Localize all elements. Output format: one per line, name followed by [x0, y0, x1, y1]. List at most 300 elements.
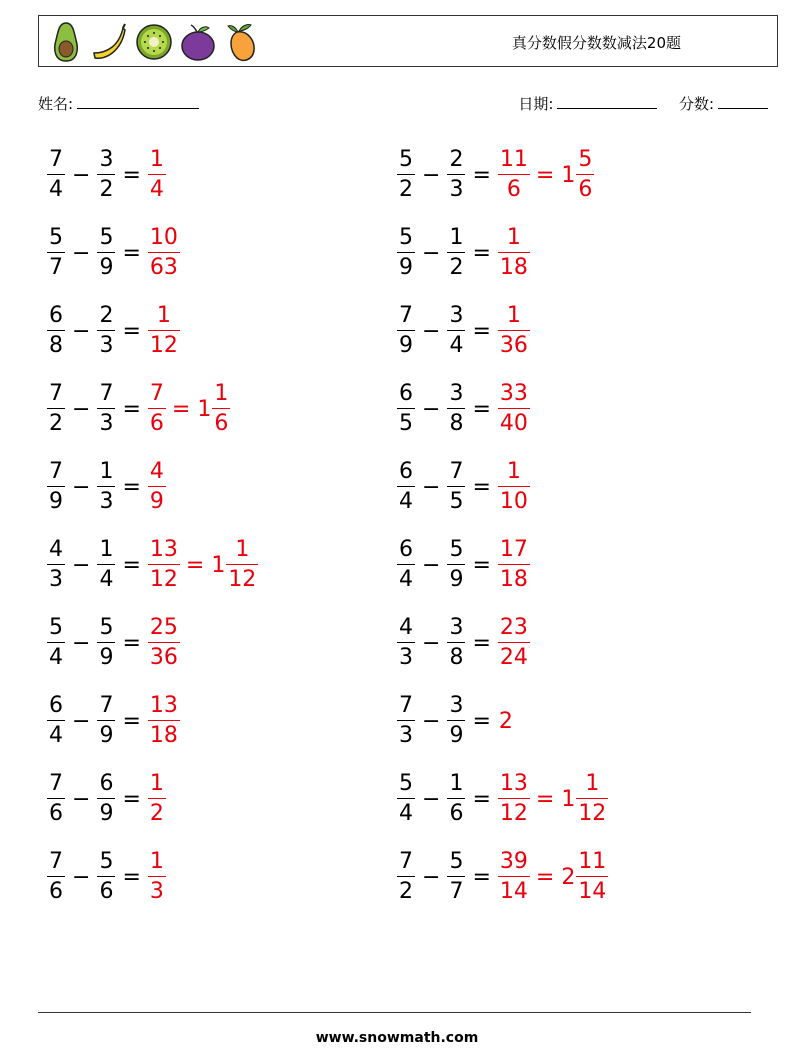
denominator: 12	[149, 567, 178, 592]
answer	[147, 383, 231, 435]
subtrahend-fraction	[97, 383, 115, 435]
denominator: 7	[49, 255, 63, 280]
minus-sign: −	[422, 864, 441, 890]
equals-sign: =	[122, 162, 141, 188]
minus-sign: −	[422, 552, 441, 578]
denominator: 4	[399, 801, 413, 826]
denominator: 9	[99, 801, 114, 826]
answer	[147, 695, 181, 747]
subtrahend-fraction	[97, 149, 115, 201]
answer	[147, 539, 259, 591]
subtrahend-fraction	[97, 695, 115, 747]
numerator: 11	[499, 147, 528, 172]
equals-sign: =	[122, 240, 141, 266]
answer-fraction	[498, 383, 530, 435]
numerator: 6	[49, 693, 63, 718]
numerator: 5	[99, 225, 114, 250]
answer	[497, 709, 513, 734]
denominator: 6	[578, 177, 593, 202]
denominator: 2	[149, 801, 164, 826]
numerator: 7	[99, 693, 114, 718]
equals-sign: =	[472, 630, 491, 656]
minus-sign: −	[72, 708, 91, 734]
name-blank[interactable]	[77, 94, 199, 109]
minus-sign: −	[422, 162, 441, 188]
denominator: 3	[449, 177, 464, 202]
answer	[147, 461, 167, 513]
equals-sign: =	[535, 864, 555, 890]
problem-item	[396, 612, 531, 674]
problem-item	[396, 534, 531, 596]
minuend-fraction	[397, 305, 415, 357]
minuend-fraction	[47, 383, 65, 435]
minuend-fraction	[397, 149, 415, 201]
problem-item	[46, 846, 167, 908]
score-blank[interactable]	[718, 94, 768, 109]
answer-fraction	[498, 851, 530, 903]
name-field	[38, 93, 199, 114]
problem-item	[46, 534, 259, 596]
answer-fraction	[498, 149, 530, 201]
numerator: 1	[156, 303, 171, 328]
equals-sign: =	[122, 786, 141, 812]
numerator: 7	[449, 459, 464, 484]
answer	[147, 851, 167, 903]
minuend-fraction	[397, 851, 415, 903]
answer-fraction	[148, 695, 180, 747]
numerator: 1	[449, 771, 464, 796]
mixed-fraction	[226, 539, 258, 591]
minus-sign: −	[72, 630, 91, 656]
numerator: 7	[49, 381, 63, 406]
minus-sign: −	[72, 396, 91, 422]
equals-sign: =	[472, 318, 491, 344]
denominator: 6	[506, 177, 521, 202]
denominator: 8	[449, 411, 464, 436]
numerator: 5	[49, 615, 63, 640]
equals-sign: =	[472, 786, 491, 812]
denominator: 18	[499, 255, 528, 280]
minuend-fraction	[47, 227, 65, 279]
denominator: 9	[99, 645, 114, 670]
subtrahend-fraction	[97, 305, 115, 357]
answer	[497, 617, 531, 669]
numerator: 1	[506, 225, 521, 250]
numerator: 1	[235, 537, 250, 562]
numerator: 13	[149, 693, 178, 718]
equals-sign: =	[535, 162, 555, 188]
mixed-whole: 1	[561, 162, 576, 188]
answer	[497, 539, 531, 591]
numerator: 6	[399, 381, 413, 406]
denominator: 12	[149, 333, 178, 358]
problem-item	[396, 690, 513, 752]
denominator: 3	[49, 567, 63, 592]
denominator: 12	[499, 801, 528, 826]
numerator: 5	[449, 537, 464, 562]
numerator: 7	[49, 459, 63, 484]
problem-item	[46, 300, 181, 362]
minus-sign: −	[72, 240, 91, 266]
denominator: 9	[99, 723, 114, 748]
denominator: 2	[399, 879, 413, 904]
denominator: 63	[149, 255, 178, 280]
header-box	[38, 15, 778, 67]
numerator: 5	[399, 771, 413, 796]
equals-sign: =	[122, 552, 141, 578]
numerator: 1	[99, 537, 114, 562]
answer-fraction	[498, 227, 530, 279]
answer	[497, 461, 531, 513]
denominator: 14	[499, 879, 528, 904]
minus-sign: −	[422, 786, 441, 812]
equals-sign: =	[535, 786, 555, 812]
numerator: 11	[578, 849, 607, 874]
subtrahend-fraction	[447, 461, 465, 513]
footer-divider	[38, 1012, 751, 1013]
denominator: 3	[99, 489, 114, 514]
mixed-whole: 1	[561, 786, 576, 812]
numerator: 23	[499, 615, 528, 640]
numerator: 1	[149, 771, 164, 796]
numerator: 4	[49, 537, 63, 562]
numerator: 17	[499, 537, 528, 562]
denominator: 6	[449, 801, 464, 826]
answer	[497, 305, 531, 357]
denominator: 9	[449, 567, 464, 592]
equals-sign: =	[122, 708, 141, 734]
numerator: 2	[99, 303, 114, 328]
minuend-fraction	[47, 617, 65, 669]
answer	[147, 617, 181, 669]
answer	[147, 305, 181, 357]
minuend-fraction	[397, 695, 415, 747]
denominator: 40	[499, 411, 528, 436]
answer-fraction	[148, 227, 180, 279]
numerator: 5	[449, 849, 464, 874]
subtrahend-fraction	[97, 461, 115, 513]
numerator: 3	[449, 303, 464, 328]
equals-sign: =	[472, 708, 491, 734]
problem-item	[46, 144, 167, 206]
numerator: 4	[149, 459, 164, 484]
minuend-fraction	[47, 851, 65, 903]
problem-item	[46, 456, 167, 518]
minuend-fraction	[397, 539, 415, 591]
minus-sign: −	[422, 630, 441, 656]
answer	[147, 773, 167, 825]
plum-icon	[179, 20, 217, 64]
answer-fraction	[148, 851, 166, 903]
minus-sign: −	[72, 162, 91, 188]
numerator: 1	[99, 459, 114, 484]
denominator: 36	[499, 333, 528, 358]
denominator: 12	[228, 567, 257, 592]
numerator: 6	[99, 771, 114, 796]
problem-item	[396, 144, 595, 206]
subtrahend-fraction	[447, 227, 465, 279]
fruit-strip	[47, 20, 261, 64]
minuend-fraction	[47, 461, 65, 513]
equals-sign: =	[472, 240, 491, 266]
denominator: 24	[499, 645, 528, 670]
minus-sign: −	[72, 552, 91, 578]
worksheet-title: 真分数假分数数减法20题	[511, 34, 681, 52]
date-blank[interactable]	[557, 94, 657, 109]
numerator: 6	[49, 303, 63, 328]
mixed-fraction	[576, 149, 594, 201]
denominator: 4	[399, 489, 413, 514]
mixed-fraction	[576, 851, 608, 903]
problem-item	[46, 768, 167, 830]
equals-sign: =	[122, 474, 141, 500]
answer-fraction	[148, 539, 180, 591]
equals-sign: =	[472, 864, 491, 890]
banana-icon	[91, 20, 129, 64]
minuend-fraction	[397, 461, 415, 513]
denominator: 18	[149, 723, 178, 748]
answer-fraction	[498, 773, 530, 825]
problem-item	[396, 846, 609, 908]
equals-sign: =	[472, 474, 491, 500]
numerator: 7	[49, 771, 63, 796]
footer-url: www.snowmath.com	[315, 1030, 479, 1046]
denominator: 6	[49, 879, 63, 904]
numerator: 7	[99, 381, 114, 406]
problem-item	[46, 378, 231, 440]
denominator: 6	[214, 411, 229, 436]
equals-sign: =	[122, 318, 141, 344]
subtrahend-fraction	[97, 227, 115, 279]
problem-item	[46, 690, 181, 752]
numerator: 7	[399, 303, 413, 328]
numerator: 39	[499, 849, 528, 874]
problem-item	[396, 378, 531, 440]
numerator: 3	[449, 615, 464, 640]
numerator: 1	[149, 147, 164, 172]
answer	[497, 773, 609, 825]
numerator: 5	[399, 147, 413, 172]
equals-sign: =	[171, 396, 191, 422]
denominator: 8	[49, 333, 63, 358]
mixed-whole: 2	[561, 864, 576, 890]
denominator: 4	[99, 567, 114, 592]
answer	[147, 149, 167, 201]
denominator: 4	[49, 723, 63, 748]
subtrahend-fraction	[447, 383, 465, 435]
score-label: 分数:	[678, 95, 714, 113]
answer-fraction	[148, 461, 166, 513]
mixed-whole: 1	[197, 396, 212, 422]
minus-sign: −	[422, 708, 441, 734]
kiwi-icon	[135, 20, 173, 64]
minus-sign: −	[72, 318, 91, 344]
numerator: 1	[585, 771, 600, 796]
denominator: 5	[399, 411, 413, 436]
minuend-fraction	[47, 773, 65, 825]
problem-item	[396, 456, 531, 518]
numerator: 13	[149, 537, 178, 562]
problem-item	[396, 222, 531, 284]
problem-item	[46, 222, 181, 284]
numerator: 1	[149, 849, 164, 874]
denominator: 6	[99, 879, 114, 904]
numerator: 1	[506, 303, 521, 328]
minus-sign: −	[72, 864, 91, 890]
numerator: 3	[449, 381, 464, 406]
numerator: 5	[399, 225, 413, 250]
subtrahend-fraction	[447, 695, 465, 747]
numerator: 1	[449, 225, 464, 250]
subtrahend-fraction	[447, 305, 465, 357]
denominator: 6	[149, 411, 164, 436]
minuend-fraction	[47, 695, 65, 747]
denominator: 3	[399, 645, 413, 670]
numerator: 7	[49, 147, 63, 172]
avocado-icon	[47, 20, 85, 64]
minuend-fraction	[397, 383, 415, 435]
numerator: 3	[449, 693, 464, 718]
problem-item	[46, 612, 181, 674]
numerator: 4	[399, 615, 413, 640]
name-label: 姓名:	[38, 95, 74, 113]
denominator: 12	[578, 801, 607, 826]
answer	[497, 149, 595, 201]
subtrahend-fraction	[447, 149, 465, 201]
denominator: 9	[99, 255, 114, 280]
equals-sign: =	[472, 552, 491, 578]
denominator: 3	[99, 333, 114, 358]
denominator: 9	[399, 255, 413, 280]
answer-fraction	[148, 305, 180, 357]
subtrahend-fraction	[97, 617, 115, 669]
numerator: 7	[49, 849, 63, 874]
subtrahend-fraction	[447, 851, 465, 903]
numerator: 2	[449, 147, 464, 172]
minuend-fraction	[397, 617, 415, 669]
numerator: 5	[578, 147, 593, 172]
denominator: 10	[499, 489, 528, 514]
minus-sign: −	[422, 240, 441, 266]
denominator: 9	[399, 333, 413, 358]
denominator: 8	[449, 645, 464, 670]
denominator: 6	[49, 801, 63, 826]
denominator: 2	[49, 411, 63, 436]
answer-fraction	[148, 383, 166, 435]
answer-fraction	[498, 617, 530, 669]
minuend-fraction	[47, 149, 65, 201]
denominator: 7	[449, 879, 464, 904]
equals-sign: =	[122, 864, 141, 890]
answer-fraction	[498, 305, 530, 357]
minuend-fraction	[47, 305, 65, 357]
subtrahend-fraction	[97, 539, 115, 591]
numerator: 25	[149, 615, 178, 640]
minus-sign: −	[422, 318, 441, 344]
numerator: 7	[149, 381, 164, 406]
numerator: 1	[214, 381, 229, 406]
answer	[497, 227, 531, 279]
denominator: 18	[499, 567, 528, 592]
minus-sign: −	[422, 396, 441, 422]
minus-sign: −	[422, 474, 441, 500]
equals-sign: =	[122, 396, 141, 422]
subtrahend-fraction	[97, 851, 115, 903]
minuend-fraction	[47, 539, 65, 591]
denominator: 9	[49, 489, 63, 514]
subtrahend-fraction	[447, 617, 465, 669]
problem-item	[396, 300, 531, 362]
denominator: 3	[149, 879, 164, 904]
denominator: 4	[449, 333, 464, 358]
minus-sign: −	[72, 786, 91, 812]
answer	[147, 227, 181, 279]
denominator: 36	[149, 645, 178, 670]
denominator: 3	[99, 411, 114, 436]
denominator: 14	[578, 879, 607, 904]
mango-icon	[223, 20, 261, 64]
date-score-fields	[518, 93, 768, 114]
denominator: 4	[149, 177, 164, 202]
equals-sign: =	[122, 630, 141, 656]
numerator: 7	[399, 693, 413, 718]
minuend-fraction	[397, 773, 415, 825]
subtrahend-fraction	[97, 773, 115, 825]
denominator: 2	[99, 177, 114, 202]
denominator: 4	[49, 645, 63, 670]
denominator: 5	[449, 489, 464, 514]
denominator: 2	[399, 177, 413, 202]
numerator: 3	[99, 147, 114, 172]
minus-sign: −	[72, 474, 91, 500]
equals-sign: =	[472, 396, 491, 422]
minuend-fraction	[397, 227, 415, 279]
answer-fraction	[498, 461, 530, 513]
numerator: 6	[399, 459, 413, 484]
problem-item	[396, 768, 609, 830]
date-label: 日期:	[518, 95, 554, 113]
answer-fraction	[148, 773, 166, 825]
mixed-fraction	[576, 773, 608, 825]
numerator: 5	[99, 849, 114, 874]
answer-fraction	[148, 617, 180, 669]
mixed-whole: 1	[211, 552, 226, 578]
answer	[497, 851, 609, 903]
denominator: 4	[399, 567, 413, 592]
equals-sign: =	[185, 552, 205, 578]
denominator: 4	[49, 177, 63, 202]
numerator: 5	[99, 615, 114, 640]
mixed-fraction	[212, 383, 230, 435]
denominator: 2	[449, 255, 464, 280]
numerator: 33	[499, 381, 528, 406]
denominator: 9	[149, 489, 164, 514]
answer-fraction	[498, 539, 530, 591]
denominator: 3	[399, 723, 413, 748]
numerator: 5	[49, 225, 63, 250]
numerator: 10	[149, 225, 178, 250]
subtrahend-fraction	[447, 773, 465, 825]
subtrahend-fraction	[447, 539, 465, 591]
numerator: 6	[399, 537, 413, 562]
answer-integer: 2	[498, 708, 513, 734]
equals-sign: =	[472, 162, 491, 188]
numerator: 13	[499, 771, 528, 796]
numerator: 7	[399, 849, 413, 874]
answer	[497, 383, 531, 435]
numerator: 1	[506, 459, 521, 484]
denominator: 9	[449, 723, 464, 748]
